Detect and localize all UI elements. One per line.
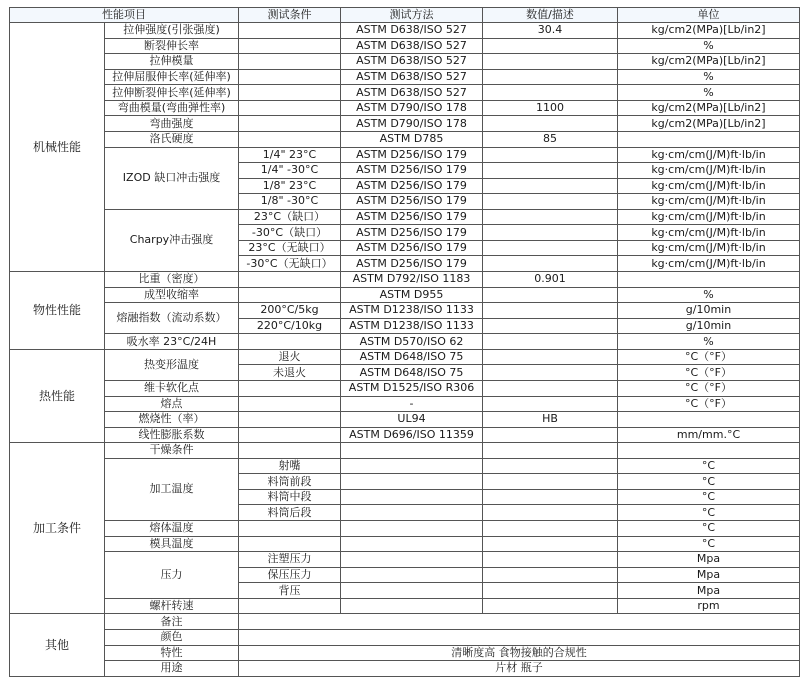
- other-value: [239, 629, 800, 645]
- test-condition: 料筒前段: [239, 474, 341, 490]
- unit: °C（°F）: [618, 365, 800, 381]
- test-method: -: [341, 396, 483, 412]
- test-condition: [239, 23, 341, 39]
- value: [483, 116, 618, 132]
- unit: [618, 443, 800, 459]
- table-row: [10, 536, 800, 552]
- property-item: 维卡软化点: [105, 380, 239, 396]
- test-condition: [239, 85, 341, 101]
- test-method: ASTM D638/ISO 527: [341, 69, 483, 85]
- property-item: 特性: [105, 645, 239, 661]
- unit: °C: [618, 521, 800, 537]
- test-method: [341, 598, 483, 614]
- property-item-process-temp: 加工温度: [105, 458, 239, 520]
- unit: [618, 412, 800, 428]
- property-item: 拉伸屈服伸长率(延伸率): [105, 69, 239, 85]
- unit: kg·cm/cm(J/M)ft·lb/in: [618, 163, 800, 179]
- unit: %: [618, 69, 800, 85]
- property-item-charpy: Charpy冲击强度: [105, 209, 239, 271]
- test-condition: 220°C/10kg: [239, 318, 341, 334]
- property-item: 用途: [105, 661, 239, 677]
- unit: kg·cm/cm(J/M)ft·lb/in: [618, 209, 800, 225]
- value: [483, 365, 618, 381]
- value: HB: [483, 412, 618, 428]
- category-processing: 加工条件: [10, 443, 105, 614]
- property-item: 比重（密度）: [105, 272, 239, 288]
- property-item: 熔体温度: [105, 521, 239, 537]
- test-condition: 1/8" -30°C: [239, 194, 341, 210]
- value: [483, 396, 618, 412]
- test-condition: [239, 427, 341, 443]
- property-item-pressure: 压力: [105, 552, 239, 599]
- test-method: [341, 474, 483, 490]
- value: [483, 54, 618, 70]
- table-row: [10, 303, 800, 319]
- header-value: 数值/描述: [483, 8, 618, 23]
- test-method: [341, 567, 483, 583]
- property-item: 成型收缩率: [105, 287, 239, 303]
- value: [483, 69, 618, 85]
- value: [483, 474, 618, 490]
- unit: %: [618, 38, 800, 54]
- test-method: ASTM D1238/ISO 1133: [341, 318, 483, 334]
- test-condition: [239, 131, 341, 147]
- test-condition: 1/4" 23°C: [239, 147, 341, 163]
- test-condition: -30°C（缺口）: [239, 225, 341, 241]
- table-row: [10, 521, 800, 537]
- test-method: ASTM D256/ISO 179: [341, 256, 483, 272]
- test-method: [341, 521, 483, 537]
- test-condition: 200°C/5kg: [239, 303, 341, 319]
- test-condition: 1/4" -30°C: [239, 163, 341, 179]
- test-method: ASTM D256/ISO 179: [341, 209, 483, 225]
- value: [483, 552, 618, 568]
- test-condition: 背压: [239, 583, 341, 599]
- value: 0.901: [483, 272, 618, 288]
- table-row: [10, 272, 800, 288]
- table-row: [10, 552, 800, 568]
- value: [483, 505, 618, 521]
- table-row: [10, 396, 800, 412]
- test-method: ASTM D256/ISO 179: [341, 194, 483, 210]
- header-condition: 测试条件: [239, 8, 341, 23]
- test-condition: 料筒后段: [239, 505, 341, 521]
- property-item: 拉伸模量: [105, 54, 239, 70]
- unit: °C: [618, 474, 800, 490]
- table-row: [10, 614, 800, 630]
- table-row: [10, 458, 800, 474]
- value: [483, 598, 618, 614]
- test-condition: [239, 396, 341, 412]
- test-method: ASTM D256/ISO 179: [341, 240, 483, 256]
- unit: kg·cm/cm(J/M)ft·lb/in: [618, 240, 800, 256]
- table-row: [10, 334, 800, 350]
- value: [483, 458, 618, 474]
- property-item: 颜色: [105, 629, 239, 645]
- test-method: ASTM D792/ISO 1183: [341, 272, 483, 288]
- unit: kg/cm2(MPa)[Lb/in2]: [618, 100, 800, 116]
- test-method: ASTM D256/ISO 179: [341, 163, 483, 179]
- header-row: [10, 8, 800, 23]
- table-row: [10, 645, 800, 661]
- test-condition: [239, 598, 341, 614]
- table-row: [10, 38, 800, 54]
- test-method: ASTM D790/ISO 178: [341, 116, 483, 132]
- value: 85: [483, 131, 618, 147]
- unit: [618, 272, 800, 288]
- unit: °C: [618, 505, 800, 521]
- value: [483, 147, 618, 163]
- unit: kg/cm2(MPa)[Lb/in2]: [618, 23, 800, 39]
- test-method: ASTM D955: [341, 287, 483, 303]
- value: 1100: [483, 100, 618, 116]
- value: [483, 194, 618, 210]
- property-item: 燃烧性（率）: [105, 412, 239, 428]
- table-row: [10, 147, 800, 163]
- header-property: 性能项目: [10, 8, 239, 23]
- value: [483, 256, 618, 272]
- property-item: 螺杆转速: [105, 598, 239, 614]
- category-physical: 物性性能: [10, 272, 105, 350]
- test-method: ASTM D638/ISO 527: [341, 23, 483, 39]
- unit: kg·cm/cm(J/M)ft·lb/in: [618, 147, 800, 163]
- value: [483, 334, 618, 350]
- table-row: [10, 23, 800, 39]
- other-value: 片材 瓶子: [239, 661, 800, 677]
- unit: kg·cm/cm(J/M)ft·lb/in: [618, 178, 800, 194]
- unit: °C（°F）: [618, 380, 800, 396]
- unit: Mpa: [618, 552, 800, 568]
- unit: kg/cm2(MPa)[Lb/in2]: [618, 116, 800, 132]
- value: [483, 163, 618, 179]
- other-value: [239, 614, 800, 630]
- table-row: [10, 209, 800, 225]
- value: [483, 287, 618, 303]
- table-row: [10, 661, 800, 677]
- test-condition: [239, 521, 341, 537]
- test-condition: [239, 54, 341, 70]
- test-method: ASTM D1238/ISO 1133: [341, 303, 483, 319]
- property-item: 线性膨胀系数: [105, 427, 239, 443]
- unit: %: [618, 85, 800, 101]
- unit: g/10min: [618, 303, 800, 319]
- test-method: [341, 458, 483, 474]
- table-row: [10, 380, 800, 396]
- test-method: [341, 489, 483, 505]
- table-row: [10, 100, 800, 116]
- property-item: 熔点: [105, 396, 239, 412]
- property-item-melt-index: 熔融指数（流动系数）: [105, 303, 239, 334]
- table-row: [10, 349, 800, 365]
- property-item: 弯曲模量(弯曲弹性率): [105, 100, 239, 116]
- unit: kg·cm/cm(J/M)ft·lb/in: [618, 256, 800, 272]
- unit: g/10min: [618, 318, 800, 334]
- category-other: 其他: [10, 614, 105, 676]
- unit: kg·cm/cm(J/M)ft·lb/in: [618, 225, 800, 241]
- unit: Mpa: [618, 567, 800, 583]
- value: [483, 318, 618, 334]
- test-method: ASTM D785: [341, 131, 483, 147]
- test-condition: 料筒中段: [239, 489, 341, 505]
- test-condition: [239, 334, 341, 350]
- test-method: ASTM D256/ISO 179: [341, 147, 483, 163]
- test-condition: [239, 287, 341, 303]
- value: [483, 380, 618, 396]
- value: [483, 583, 618, 599]
- test-method: ASTM D648/ISO 75: [341, 349, 483, 365]
- value: [483, 209, 618, 225]
- property-item: 断裂伸长率: [105, 38, 239, 54]
- category-thermal: 热性能: [10, 349, 105, 442]
- test-condition: 1/8" 23°C: [239, 178, 341, 194]
- unit: %: [618, 334, 800, 350]
- test-condition: 23°C（无缺口）: [239, 240, 341, 256]
- test-condition: 未退火: [239, 365, 341, 381]
- test-method: ASTM D696/ISO 11359: [341, 427, 483, 443]
- table-row: [10, 287, 800, 303]
- value: [483, 489, 618, 505]
- test-method: ASTM D638/ISO 527: [341, 85, 483, 101]
- test-condition: [239, 412, 341, 428]
- test-condition: [239, 380, 341, 396]
- property-item: 拉伸强度(引张强度): [105, 23, 239, 39]
- property-item: 洛氏硬度: [105, 131, 239, 147]
- test-method: ASTM D790/ISO 178: [341, 100, 483, 116]
- table-row: [10, 116, 800, 132]
- value: [483, 303, 618, 319]
- category-mechanical: 机械性能: [10, 23, 105, 272]
- test-condition: [239, 38, 341, 54]
- unit: rpm: [618, 598, 800, 614]
- value: [483, 225, 618, 241]
- value: [483, 443, 618, 459]
- header-unit: 单位: [618, 8, 800, 23]
- value: [483, 349, 618, 365]
- test-method: [341, 536, 483, 552]
- test-condition: 保压压力: [239, 567, 341, 583]
- unit: [618, 131, 800, 147]
- test-method: ASTM D638/ISO 527: [341, 54, 483, 70]
- property-item: 吸水率 23°C/24H: [105, 334, 239, 350]
- test-condition: [239, 443, 341, 459]
- value: [483, 85, 618, 101]
- test-condition: 退火: [239, 349, 341, 365]
- unit: %: [618, 287, 800, 303]
- property-item: 备注: [105, 614, 239, 630]
- table-row: [10, 412, 800, 428]
- value: [483, 38, 618, 54]
- material-spec-table: [9, 7, 800, 677]
- table-row: [10, 54, 800, 70]
- test-condition: 23°C（缺口）: [239, 209, 341, 225]
- value: 30.4: [483, 23, 618, 39]
- property-item-hdt: 热变形温度: [105, 349, 239, 380]
- unit: kg/cm2(MPa)[Lb/in2]: [618, 54, 800, 70]
- table-row: [10, 427, 800, 443]
- test-condition: [239, 272, 341, 288]
- test-condition: [239, 100, 341, 116]
- test-method: ASTM D638/ISO 527: [341, 38, 483, 54]
- value: [483, 567, 618, 583]
- test-method: ASTM D256/ISO 179: [341, 178, 483, 194]
- table-row: [10, 69, 800, 85]
- unit: °C: [618, 536, 800, 552]
- value: [483, 240, 618, 256]
- value: [483, 427, 618, 443]
- unit: °C: [618, 489, 800, 505]
- test-condition: [239, 536, 341, 552]
- property-item: 拉伸断裂伸长率(延伸率): [105, 85, 239, 101]
- unit: °C（°F）: [618, 396, 800, 412]
- table-row: [10, 443, 800, 459]
- header-method: 测试方法: [341, 8, 483, 23]
- unit: mm/mm.°C: [618, 427, 800, 443]
- property-item: 模具温度: [105, 536, 239, 552]
- table-row: [10, 629, 800, 645]
- test-condition: 注塑压力: [239, 552, 341, 568]
- test-method: ASTM D648/ISO 75: [341, 365, 483, 381]
- test-method: [341, 552, 483, 568]
- unit: °C: [618, 458, 800, 474]
- test-condition: 射嘴: [239, 458, 341, 474]
- table-row: [10, 131, 800, 147]
- test-condition: -30°C（无缺口）: [239, 256, 341, 272]
- test-method: [341, 443, 483, 459]
- table-row: [10, 85, 800, 101]
- test-condition: [239, 116, 341, 132]
- property-item-izod: IZOD 缺口冲击强度: [105, 147, 239, 209]
- test-method: ASTM D1525/ISO R306: [341, 380, 483, 396]
- value: [483, 536, 618, 552]
- unit: kg·cm/cm(J/M)ft·lb/in: [618, 194, 800, 210]
- test-method: [341, 583, 483, 599]
- value: [483, 521, 618, 537]
- property-item: 干燥条件: [105, 443, 239, 459]
- test-condition: [239, 69, 341, 85]
- unit: °C（°F）: [618, 349, 800, 365]
- unit: Mpa: [618, 583, 800, 599]
- test-method: UL94: [341, 412, 483, 428]
- test-method: [341, 505, 483, 521]
- test-method: ASTM D570/ISO 62: [341, 334, 483, 350]
- test-method: ASTM D256/ISO 179: [341, 225, 483, 241]
- other-value: 清晰度高 食物接触的合规性: [239, 645, 800, 661]
- value: [483, 178, 618, 194]
- property-item: 弯曲强度: [105, 116, 239, 132]
- table-row: [10, 598, 800, 614]
